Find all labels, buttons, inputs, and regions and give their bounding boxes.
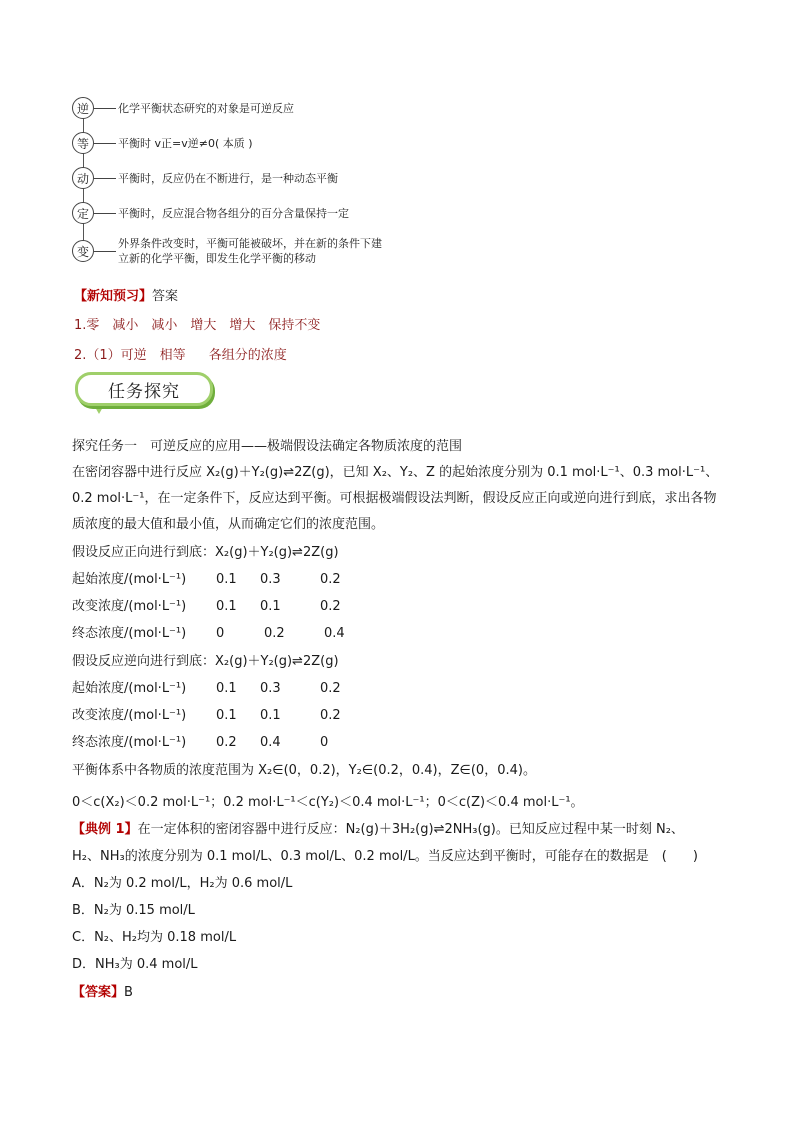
row-label: 终态浓度/(mol·L⁻¹) [72,735,187,750]
feature-dash [94,108,116,109]
feature-text: 平衡时，反应混合物各组分的百分含量保持一定 [118,206,349,220]
forward-title: 假设反应正向进行到底：X₂(g)＋Y₂(g)⇌2Z(g) [72,545,339,560]
example-question [72,817,684,843]
value-z: 0.2 [320,681,341,696]
feature-circle: 动 [72,167,94,189]
answer-label: 【答案】 [72,985,125,1000]
value-x2: 0.1 [216,708,237,723]
value-y2: 0.1 [260,708,281,723]
feature-dash [94,178,116,179]
value-z: 0.2 [320,599,341,614]
feature-circle: 定 [72,202,94,224]
example-question-cont: H₂、NH₃的浓度分别为 0.1 mol/L、0.3 mol/L、0.2 mol/L。当反应达到平衡时，可能存在的数据是 ( ) [72,849,698,864]
value-x2: 0.1 [216,572,237,587]
preview-answer-line-2: 2.（1）可逆 相等 各组分的浓度 [74,348,287,363]
feature-circle: 等 [72,132,94,154]
feature-row [72,96,294,120]
range-summary: 平衡体系中各物质的浓度范围为 X₂∈(0，0.2)，Y₂∈(0.2，0.4)，Z∈(0，0.4)。 [72,763,536,778]
task-heading: 探究任务一 可逆反应的应用——极端假设法确定各物质浓度的范围 [72,439,463,454]
value-z: 0.2 [320,708,341,723]
feature-dash [94,143,116,144]
value-x2: 0.2 [216,735,237,750]
option-c: C．N₂、H₂均为 0.18 mol/L [72,930,237,945]
value-x2: 0.1 [216,681,237,696]
option-d: D．NH₃为 0.4 mol/L [72,957,198,972]
feature-text: 平衡时，反应仍在不断进行，是一种动态平衡 [118,171,338,185]
feature-text: 化学平衡状态研究的对象是可逆反应 [118,101,294,115]
row-label: 起始浓度/(mol·L⁻¹) [72,572,187,587]
banner-title: 任务探究 [75,372,213,406]
feature-dash [94,251,116,252]
value-z: 0.4 [324,626,345,641]
value-x2: 0 [216,626,225,641]
equilibrium-features-diagram [72,94,492,274]
feature-row [72,131,253,155]
preview-answer-line-1: 1.零 减小 减小 增大 增大 保持不变 [74,318,321,333]
value-y2: 0.4 [260,735,281,750]
value-y2: 0.1 [260,599,281,614]
preview-answer-heading [74,285,178,304]
value-y2: 0.3 [260,572,281,587]
example-label: 【典例 1】 [72,822,138,837]
range-inequalities: 0＜c(X₂)＜0.2 mol·L⁻¹；0.2 mol·L⁻¹＜c(Y₂)＜0.4 mol·L⁻¹；0＜c(Z)＜0.4 mol·L⁻¹。 [72,795,584,810]
row-label: 改变浓度/(mol·L⁻¹) [72,599,187,614]
feature-dash [94,213,116,214]
feature-circle: 逆 [72,97,94,119]
feature-text: 平衡时 v正=v逆≠0( 本质 ) [118,136,253,150]
option-a: A．N₂为 0.2 mol/L，H₂为 0.6 mol/L [72,876,293,891]
row-label: 起始浓度/(mol·L⁻¹) [72,681,187,696]
feature-row [72,166,338,190]
feature-row [72,201,349,225]
preview-bracket: 【新知预习】 [74,289,153,304]
feature-row [72,236,388,266]
feature-circle: 变 [72,240,94,262]
value-y2: 0.3 [260,681,281,696]
value-x2: 0.1 [216,599,237,614]
value-z: 0.2 [320,572,341,587]
value-z: 0 [320,735,329,750]
feature-text: 外界条件改变时，平衡可能被破坏，并在新的条件下建立新的化学平衡，即发生化学平衡的移动 [118,237,382,265]
row-label: 终态浓度/(mol·L⁻¹) [72,626,187,641]
task-intro: 在密闭容器中进行反应 X₂(g)＋Y₂(g)⇌2Z(g)，已知 X₂、Y₂、Z 的起始浓度分别为 0.1 mol·L⁻¹、0.3 mol·L⁻¹、0.2 mol·L⁻¹，在一定条件下，反应达到平衡。可根据极端假设法判断，假设反应正向或逆向进行到底，求出各物质浓度的最大值和最小值，从而确定它们的浓度范围。 [72,465,719,532]
reverse-title: 假设反应逆向进行到底：X₂(g)＋Y₂(g)⇌2Z(g) [72,654,339,669]
preview-label: 答案 [152,289,179,304]
example-answer [72,980,133,1006]
example-text: 在一定体积的密闭容器中进行反应：N₂(g)＋3H₂(g)⇌2NH₃(g)。已知反应过程中某一时刻 N₂、 [137,822,684,837]
option-b: B．N₂为 0.15 mol/L [72,903,195,918]
task-banner [73,372,218,412]
row-label: 改变浓度/(mol·L⁻¹) [72,708,187,723]
answer-value: B [124,985,133,1000]
value-y2: 0.2 [264,626,285,641]
